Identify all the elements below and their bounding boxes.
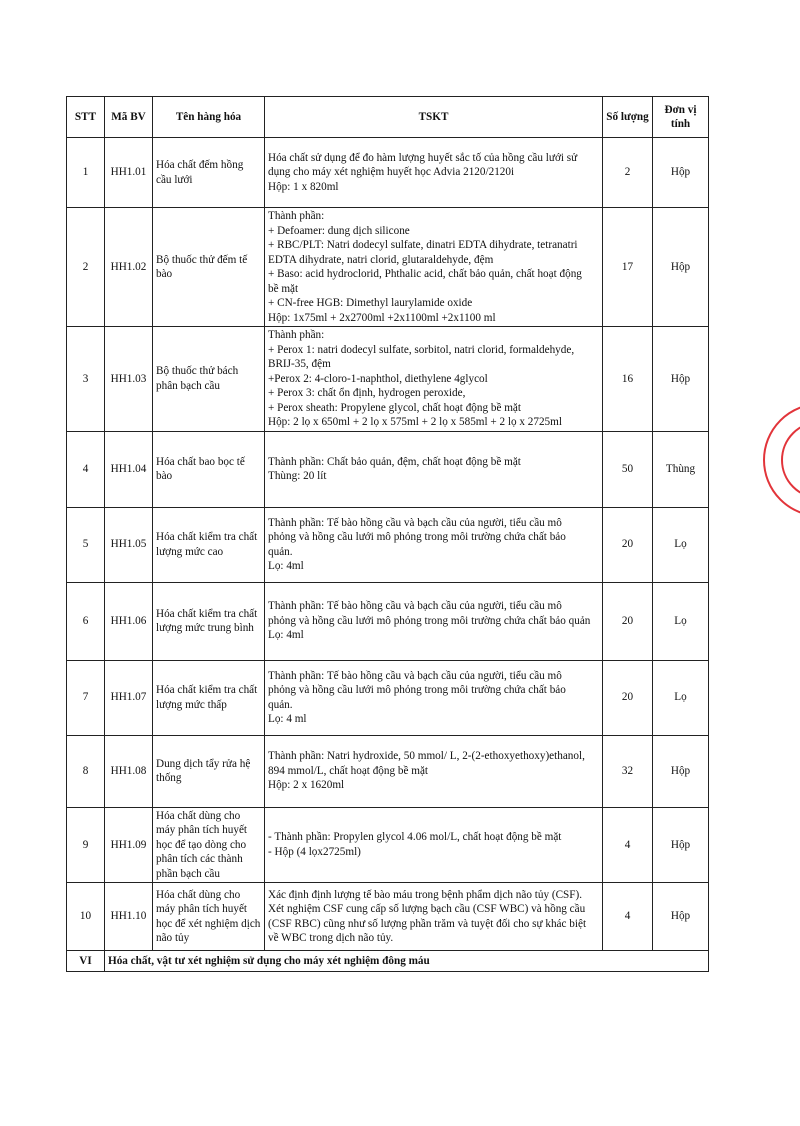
- row-qty: 16: [603, 327, 653, 432]
- row-qty: 32: [603, 735, 653, 807]
- row-tskt-line: + RBC/PLT: Natri dodecyl sulfate, dinatri EDTA dihydrate, tetranatri: [268, 239, 578, 251]
- row-tskt-line: + Perox 1: natri dodecyl sulfate, sorbitol, natri clorid, formaldehyde,: [268, 343, 575, 356]
- header-qty: Số lượng: [603, 97, 653, 138]
- header-unit: [653, 97, 709, 138]
- row-tskt-line: Xét nghiệm CSF cung cấp số lượng bạch cầu (CSF WBC) và hồng cầu: [268, 903, 586, 915]
- row-tskt: [265, 327, 603, 432]
- row-name: [153, 735, 265, 807]
- row-qty: 2: [603, 138, 653, 208]
- row-name-line: não tủy: [156, 932, 190, 944]
- row-tskt-line: về WBC trong dịch não tủy.: [268, 932, 394, 944]
- row-tskt-line: Thành phần: Tế bào hồng cầu và bạch cầu của người, tiểu cầu mô: [268, 600, 562, 613]
- row-qty: 4: [603, 883, 653, 951]
- row-name-line: Hóa chất kiểm tra chất: [156, 531, 258, 543]
- row-tskt-line: Hộp: 2 x 1620ml: [268, 779, 345, 792]
- row-code: HH1.01: [105, 138, 153, 208]
- row-stt: 2: [67, 208, 105, 327]
- row-name-line: Bộ thuốc thử bách: [156, 365, 239, 378]
- row-tskt-line: 894 mmol/L, chất hoạt động bề mặt: [268, 764, 429, 777]
- header-name: Tên hàng hóa: [153, 97, 265, 138]
- row-name: [153, 327, 265, 432]
- row-code: HH1.07: [105, 660, 153, 735]
- table-row: [67, 735, 709, 807]
- row-name-line: Dung dịch tẩy rửa hệ: [156, 757, 251, 770]
- row-unit: Lọ: [653, 507, 709, 582]
- row-tskt-line: Thành phần: Tế bào hồng cầu và bạch cầu của người, tiểu cầu mô: [268, 516, 562, 529]
- row-code: HH1.03: [105, 327, 153, 432]
- row-stt: 6: [67, 582, 105, 660]
- row-stt: 4: [67, 431, 105, 507]
- row-name-line: bào: [156, 268, 173, 280]
- row-tskt-line: phỏng và hồng cầu lưới mô phỏng trong môi trường chứa chất bảo: [268, 531, 566, 543]
- row-tskt-line: Hóa chất sử dụng để đo hàm lượng huyết sắc tố của hồng cầu lưới sử: [268, 151, 578, 164]
- row-tskt-line: - Thành phần: Propylen glycol 4.06 mol/L, chất hoạt động bề mặt: [268, 831, 562, 844]
- row-name-line: Hóa chất đếm hồng: [156, 159, 244, 171]
- row-name-line: lượng mức cao: [156, 545, 224, 558]
- row-name-line: học để xét nghiệm dịch: [156, 917, 261, 930]
- row-code: HH1.06: [105, 582, 153, 660]
- row-name: [153, 507, 265, 582]
- row-tskt-line: + CN-free HGB: Dimethyl laurylamide oxide: [268, 297, 473, 309]
- row-tskt-line: EDTA dihydrate, natri clorid, glutaraldehyde, đệm: [268, 253, 494, 266]
- row-tskt-line: + Perox sheath: Propylene glycol, chất hoạt động bề mặt: [268, 401, 521, 414]
- row-tskt-line: Hộp: 2 lọ x 650ml + 2 lọ x 575ml + 2 lọ x 585ml + 2 lọ x 2725ml: [268, 416, 562, 428]
- row-tskt: [265, 507, 603, 582]
- row-tskt-line: + Perox 3: chất ổn định, hydrogen peroxide,: [268, 387, 466, 399]
- row-stt: 3: [67, 327, 105, 432]
- row-tskt-line: BRIJ-35, đệm: [268, 358, 331, 370]
- row-tskt: [265, 208, 603, 327]
- row-stt: 1: [67, 138, 105, 208]
- row-unit: Lọ: [653, 582, 709, 660]
- row-name: [153, 807, 265, 883]
- row-tskt-line: Thành phần:: [268, 210, 325, 222]
- row-unit: Hộp: [653, 735, 709, 807]
- row-tskt-line: dụng cho máy xét nghiệm huyết học Advia 2120/2120i: [268, 166, 515, 179]
- row-qty: 20: [603, 660, 653, 735]
- row-name-line: Hóa chất bao bọc tế: [156, 455, 245, 468]
- header-tskt: TSKT: [265, 97, 603, 138]
- row-tskt-line: phỏng và hồng cầu lưới mô phỏng trong môi trường chứa chất bảo: [268, 684, 566, 696]
- row-unit: Hộp: [653, 138, 709, 208]
- row-tskt-line: bề mặt: [268, 282, 299, 295]
- row-stt: 5: [67, 507, 105, 582]
- row-name-line: phần bạch cầu: [156, 867, 220, 880]
- row-qty: 50: [603, 431, 653, 507]
- table-row: [67, 883, 709, 951]
- row-tskt-line: + Defoamer: dung dịch silicone: [268, 224, 410, 237]
- row-qty: 4: [603, 807, 653, 883]
- row-tskt-line: Thành phần: Natri hydroxide, 50 mmol/ L, 2-(2-ethoxyethoxy)ethanol,: [268, 750, 585, 763]
- row-tskt-line: quản.: [268, 698, 293, 711]
- row-tskt-line: quản.: [268, 545, 293, 558]
- section-title: Hóa chất, vật tư xét nghiệm sử dụng cho máy xét nghiệm đông máu: [105, 951, 709, 972]
- row-unit: Hộp: [653, 883, 709, 951]
- row-name-line: phân tích các thành: [156, 853, 243, 865]
- row-name-line: cầu lưới: [156, 173, 193, 186]
- row-tskt-line: Thành phần: Chất bảo quản, đệm, chất hoạt động bề mặt: [268, 455, 521, 468]
- table-row: [67, 660, 709, 735]
- row-tskt-line: Lọ: 4ml: [268, 629, 304, 642]
- red-seal-stamp: [760, 400, 800, 520]
- table-row: [67, 138, 709, 208]
- row-name: [153, 208, 265, 327]
- row-unit: Hộp: [653, 208, 709, 327]
- row-tskt: [265, 660, 603, 735]
- row-qty: 20: [603, 507, 653, 582]
- table-row: [67, 582, 709, 660]
- row-code: HH1.05: [105, 507, 153, 582]
- row-unit: Thùng: [653, 431, 709, 507]
- section-stt: VI: [67, 951, 105, 972]
- row-tskt-line: phỏng và hồng cầu lưới mô phỏng trong môi trường chứa chất bảo quản: [268, 614, 591, 627]
- row-name-line: máy phân tích huyết: [156, 903, 248, 915]
- header-unit-line2: tính: [670, 118, 691, 130]
- row-name-line: lượng mức trung bình: [156, 622, 254, 634]
- row-tskt-line: Hộp: 1x75ml + 2x2700ml +2x1100ml +2x1100 ml: [268, 311, 496, 324]
- row-tskt: [265, 735, 603, 807]
- row-name: [153, 582, 265, 660]
- row-unit: Hộp: [653, 327, 709, 432]
- row-name-line: bào: [156, 470, 173, 482]
- row-tskt: [265, 582, 603, 660]
- header-code: Mã BV: [105, 97, 153, 138]
- table-row: [67, 327, 709, 432]
- row-name-line: Bộ thuốc thử đếm tế: [156, 253, 248, 266]
- row-code: HH1.02: [105, 208, 153, 327]
- row-name: [153, 431, 265, 507]
- row-name-line: Hóa chất dùng cho: [156, 809, 241, 822]
- row-tskt-line: +Perox 2: 4-cloro-1-naphthol, diethylene 4glycol: [268, 372, 488, 385]
- row-name-line: máy phân tích huyết: [156, 824, 248, 836]
- row-name: [153, 138, 265, 208]
- header-stt: STT: [67, 97, 105, 138]
- row-name-line: Hóa chất dùng cho: [156, 888, 241, 901]
- row-code: HH1.10: [105, 883, 153, 951]
- row-qty: 17: [603, 208, 653, 327]
- row-tskt-line: Thùng: 20 lít: [268, 470, 327, 482]
- row-stt: 8: [67, 735, 105, 807]
- row-tskt-line: - Hộp (4 lọx2725ml): [268, 845, 361, 858]
- row-name-line: phân bạch cầu: [156, 379, 220, 392]
- row-stt: 7: [67, 660, 105, 735]
- row-tskt: [265, 431, 603, 507]
- goods-table: [66, 96, 709, 972]
- row-code: HH1.08: [105, 735, 153, 807]
- row-code: HH1.04: [105, 431, 153, 507]
- header-unit-line1: Đơn vị: [664, 103, 697, 116]
- row-name: [153, 883, 265, 951]
- row-tskt-line: Hộp: 1 x 820ml: [268, 180, 339, 193]
- row-tskt-line: Xác định định lượng tế bào máu trong bệnh phẩm dịch não tủy (CSF).: [268, 888, 582, 901]
- row-stt: 9: [67, 807, 105, 883]
- row-tskt-line: Lọ: 4 ml: [268, 713, 307, 725]
- row-code: HH1.09: [105, 807, 153, 883]
- row-tskt-line: Lọ: 4ml: [268, 560, 304, 572]
- table-row: [67, 208, 709, 327]
- section-row: [67, 951, 709, 972]
- row-unit: Hộp: [653, 807, 709, 883]
- table-row: [67, 807, 709, 883]
- row-qty: 20: [603, 582, 653, 660]
- row-name: [153, 660, 265, 735]
- table-row: [67, 507, 709, 582]
- row-name-line: thống: [156, 772, 182, 784]
- table-row: [67, 431, 709, 507]
- row-tskt-line: Thành phần: Tế bào hồng cầu và bạch cầu của người, tiểu cầu mô: [268, 669, 562, 682]
- row-tskt: [265, 883, 603, 951]
- row-name-line: Hóa chất kiểm tra chất: [156, 607, 258, 620]
- row-unit: Lọ: [653, 660, 709, 735]
- row-name-line: lượng mức thấp: [156, 698, 227, 711]
- row-tskt-line: + Baso: acid hydroclorid, Phthalic acid, chất bảo quản, chất hoạt động: [268, 268, 582, 280]
- row-name-line: Hóa chất kiểm tra chất: [156, 684, 258, 696]
- row-stt: 10: [67, 883, 105, 951]
- row-tskt: [265, 807, 603, 883]
- header-row: [67, 97, 709, 138]
- row-name-line: học để tạo dòng cho: [156, 838, 247, 851]
- row-tskt-line: Thành phần:: [268, 329, 325, 341]
- row-tskt-line: (CSF RBC) cũng như số lượng phần trăm và tuyệt đối cho sự khác biệt: [268, 917, 587, 930]
- row-tskt: [265, 138, 603, 208]
